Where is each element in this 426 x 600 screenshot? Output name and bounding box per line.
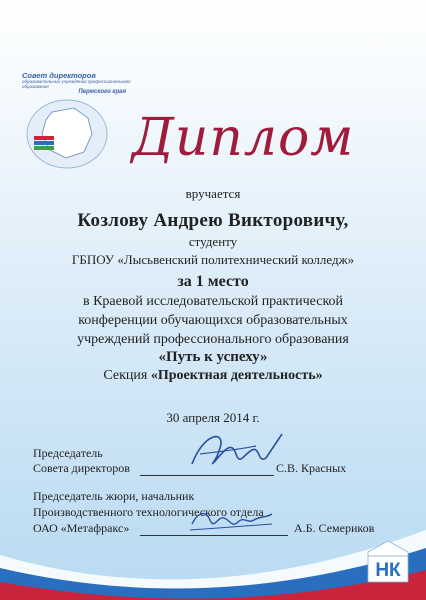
recipient-role: студенту bbox=[188, 234, 238, 249]
logo-line-3: Пермского края bbox=[78, 89, 126, 96]
emblem-letters: НК bbox=[375, 560, 401, 581]
section-name: «Проектная деятельность» bbox=[150, 368, 323, 383]
logo-line-1: Совет директоров bbox=[22, 71, 96, 80]
jury-organization: ОАО «Метафракс» bbox=[33, 521, 130, 535]
event-name: «Путь к успеху» bbox=[158, 349, 268, 365]
section-prefix: Секция bbox=[103, 368, 151, 383]
jury-name: А.Б. Семериков bbox=[294, 521, 375, 535]
jury-title-line-1: Председатель жюри, начальник bbox=[33, 489, 195, 503]
diploma-title: Диплом bbox=[131, 108, 355, 168]
college-name: ГБПОУ «Лысьвенский политехнический колледж» bbox=[71, 252, 355, 267]
chair-title: Председатель bbox=[33, 446, 103, 460]
logo-caption bbox=[22, 72, 132, 96]
logo-line-2: образовательных учреждений профессионального образования bbox=[22, 78, 131, 89]
jury-signature bbox=[188, 502, 274, 536]
chair-signature bbox=[186, 424, 286, 476]
chair-body: Совета директоров bbox=[33, 461, 130, 475]
body-line-1: в Краевой исследовательской практической bbox=[82, 294, 344, 309]
awarded-text: вручается bbox=[185, 186, 241, 201]
section-line bbox=[0, 368, 426, 384]
place-award: за 1 место bbox=[177, 273, 249, 290]
diploma-date: 30 апреля 2014 г. bbox=[166, 410, 260, 425]
chair-name: С.В. Красных bbox=[276, 461, 347, 475]
body-line-3: учреждений профессионального образования bbox=[77, 332, 349, 347]
recipient-name: Козлову Андрею Викторовичу, bbox=[77, 210, 349, 231]
college-emblem-icon bbox=[364, 538, 412, 586]
body-line-2: конференции обучающихся образовательных bbox=[78, 313, 348, 328]
jury-title-line-2: Производственного технологического отдела bbox=[33, 505, 264, 519]
